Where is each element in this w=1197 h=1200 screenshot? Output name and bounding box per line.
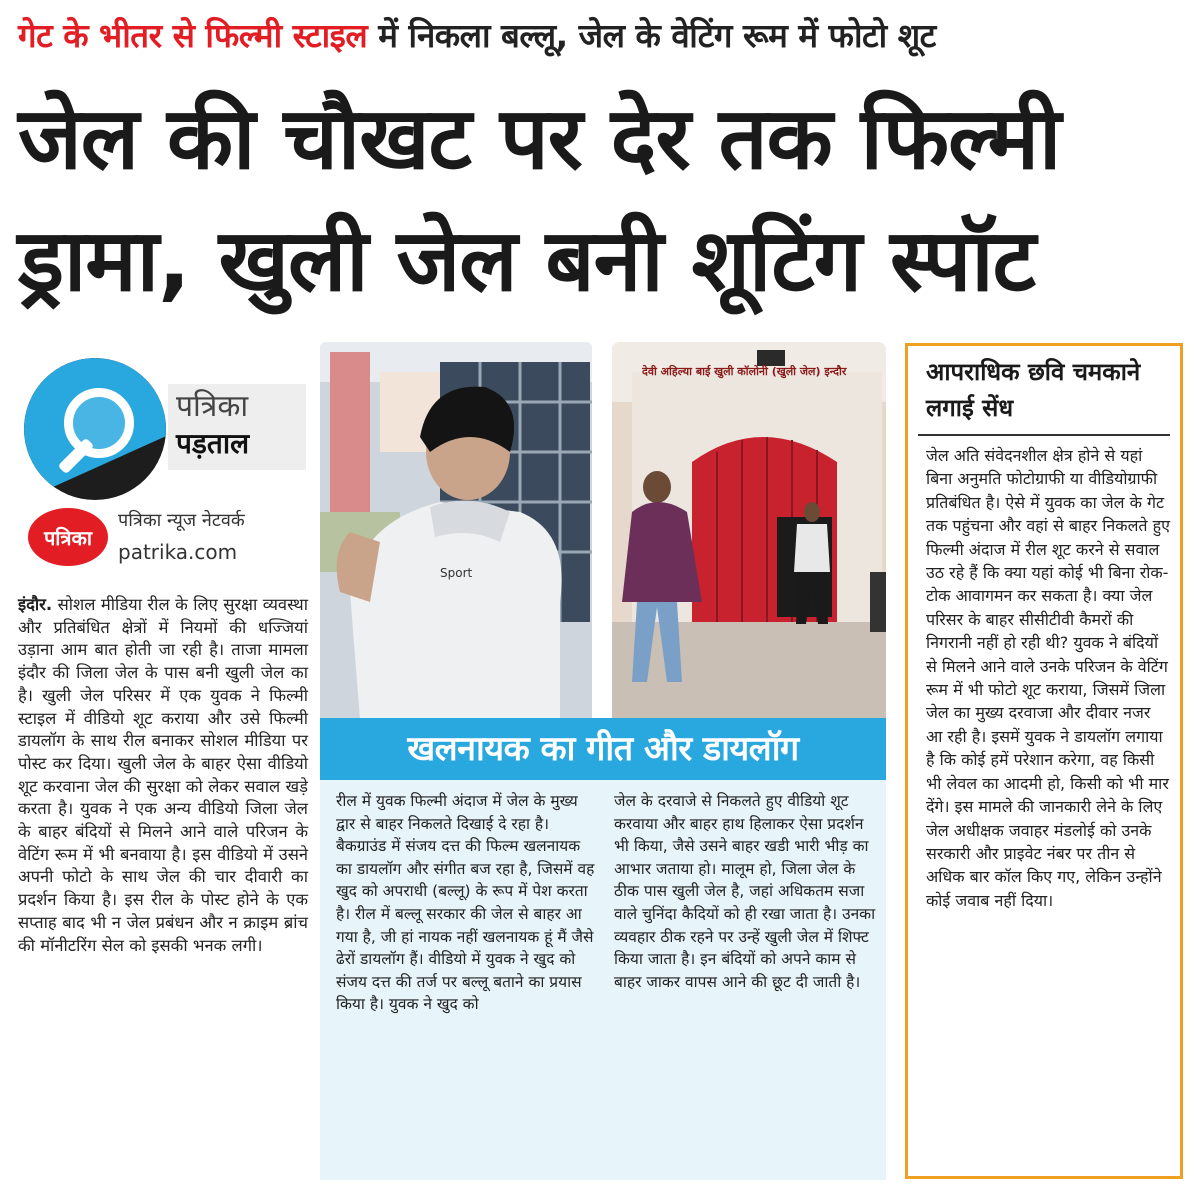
badge-line-2: पड़ताल bbox=[176, 427, 250, 460]
sidebar-title: आपराधिक छवि चमकाने लगाई सेंध bbox=[926, 358, 1141, 422]
sidebar-box bbox=[905, 343, 1183, 1179]
mid-column-1: रील में युवक फिल्मी अंदाज में जेल के मुख्य द्वार से बाहर निकलते दिखाई दे रहा है। बैकग्राउंड में संजय दत्त की फिल्म खलनायक का डायलॉग और संगीत बज रहा है, जिसमें वह खुद को अपराधी (बल्लू) के रूप में पेश करता है। रील में बल्लू सरकार की जेल से बाहर आ गया है, जी हां नायक नहीं खलनायक हूं मैं जैसे ढेरों डायलॉग हैं। वीडियो में युवक ने खुद को संजय दत्त की तर्ज पर बल्लू बताने का प्रयास किया है। युवक ने खुद को bbox=[336, 792, 595, 1014]
photo-jail-gate bbox=[612, 342, 886, 720]
main-headline bbox=[18, 78, 1188, 322]
badge-line-1: पत्रिका bbox=[176, 389, 249, 424]
byline bbox=[18, 506, 308, 570]
byline-network: पत्रिका न्यूज नेटवर्क bbox=[118, 510, 245, 531]
mid-column-2: जेल के दरवाजे से निकलते हुए वीडियो शूट करवाया और बाहर हाथ हिलाकर ऐसा प्रदर्शन भी किया, जैसे उसने बाहर खडी भारी भीड़ का आभार जताया हो। मालूम हो, जिला जेल के ठीक पास खुली जेल है, जहां अधिकतम सजा वाले चुनिंदा कैदियों को ही रखा जाता है। उनका व्यवहार ठीक रहने पर उन्हें खुली जेल में शिफ्ट किया जाता है। इन बंदियों को अपने काम से बाहर जाकर वापस आने की छूट दी जाती है। bbox=[614, 792, 876, 991]
svg-text:Sport: Sport bbox=[440, 566, 473, 580]
badge-label bbox=[168, 384, 306, 470]
photo-youth-at-window bbox=[320, 342, 592, 720]
jail-sign-text: देवी अहिल्या बाई खुली कॉलोनी (खुली जेल) इन्दौर bbox=[642, 365, 847, 378]
byline-website: patrika.com bbox=[118, 540, 238, 564]
photo-youth-illustration bbox=[320, 342, 592, 720]
patrika-logo: पत्रिका bbox=[28, 508, 108, 566]
headline-line-2: ड्रामा, खुली जेल बनी शूटिंग स्पॉट bbox=[18, 211, 1035, 311]
kicker-red-text: गेट के भीतर से फिल्मी स्टाइल bbox=[18, 16, 368, 55]
dateline: इंदौर. bbox=[18, 595, 53, 614]
sidebar-divider bbox=[918, 434, 1170, 436]
story-body: सोशल मीडिया रील के लिए सुरक्षा व्यवस्था और प्रतिबंधित क्षेत्रों में नियमों की धज्जियां उड़ाना आम बात होती जा रही है। ताजा मामला इंदौर की जिला जेल के पास बनी खुली जेल का है। खुली जेल परिसर में एक युवक ने फिल्मी स्टाइल में वीडियो शूट कराया और उसे फिल्मी डायलॉग के साथ रील बनाकर सोशल मीडिया पर पोस्ट कर दिया। खुली जेल के बाहर ऐसा वीडियो शूट करवाना जेल की सुरक्षा को लेकर सवाल खड़े करता है। युवक ने एक अन्य वीडियो जिला जेल के बाहर बंदियों से मिलने आने वाले परिजन के वेटिंग रूम में भी बनवाया है। इस वीडियो में उसने अपनी फोटो के साथ जेल की चार दीवारी का प्रदर्शन किया है। इस रील के पोस्ट होने के एक सप्ताह बाद भी न जेल प्रबंधन और न क्राइम ब्रांच की मॉनीटरिंग सेल को इसकी भनक लगी। bbox=[18, 595, 308, 955]
sidebar-body: जेल अति संवेदनशील क्षेत्र होने से यहां बिना अनुमति फोटोग्राफी या वीडियोग्राफी प्रतिबंधित है। ऐसे में युवक का जेल के गेट तक पहुंचना और वहां से बाहर निकलते हुए फिल्मी अंदाज में रील शूट करने से सवाल उठ रहे हैं कि क्या यहां कोई भी बिना रोक-टोक आवागमन कर सकता है। क्या जेल परिसर के बाहर सीसीटीवी कैमरों की निगरानी नहीं हो रही थी? युवक ने बंदियों से मिलने आने वाले उनके परिजन के वेटिंग रूम में भी फोटो शूट कराया, जिसमें जिला जेल का मुख्य दरवाजा और दीवार नजर आ रही है। इसमें युवक ने डायलॉग लगाया है कि कोई हमें परेशान करेगा, वह किसी भी लेवल का आदमी हो, किसी को भी मार देंगे। इस मामले की जानकारी लेने के लिए जेल अधीक्षक जवाहर मंडलोई को उनके सरकारी और प्राइवेट नंबर पर तीन से अधिक बार कॉल किए गए, लेकिन उन्होंने कोई जवाब नहीं दिया। bbox=[926, 446, 1170, 910]
story-left-column bbox=[18, 594, 308, 957]
photo-jail-gate-illustration bbox=[612, 342, 886, 720]
subhead-banner: खलनायक का गीत और डायलॉग bbox=[320, 718, 886, 780]
kicker-dark-text: में निकला बल्लू, जेल के वेटिंग रूम में फोटो शूट bbox=[367, 16, 936, 55]
kicker-headline bbox=[18, 10, 1183, 62]
magnifier-icon bbox=[24, 358, 166, 500]
patrika-padtal-badge bbox=[18, 350, 298, 500]
headline-line-1: जेल की चौखट पर देर तक फिल्मी bbox=[18, 89, 1061, 189]
